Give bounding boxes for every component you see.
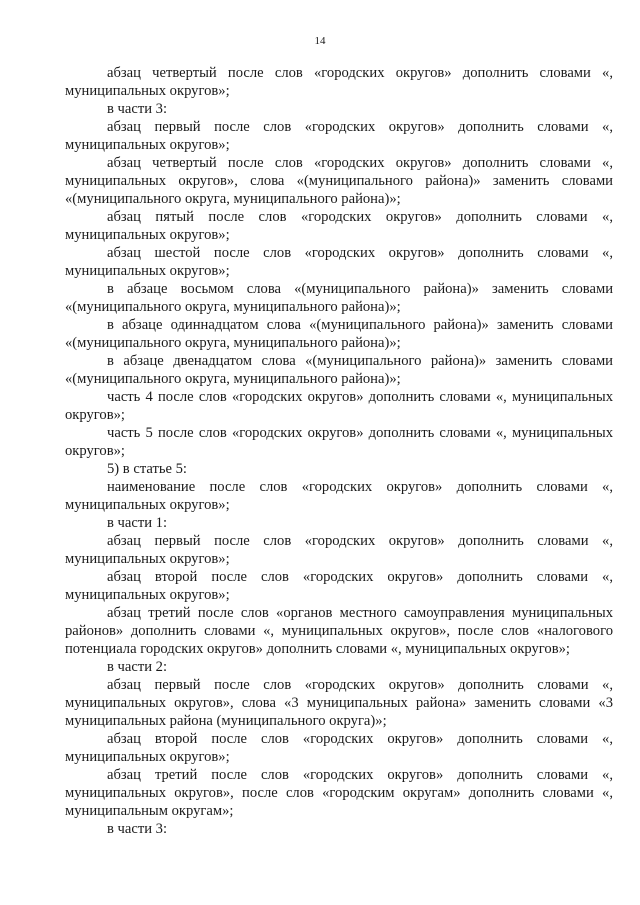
paragraph: в части 2:: [107, 659, 168, 675]
page-number: 14: [314, 35, 326, 47]
document-body: [65, 64, 613, 838]
paragraph: абзац третий после слов «органов местного самоуправления муниципальных районов» дополнить словами «, муниципальных округов», после слов «налогового потенциала городских округов» дополнить словами «, муниципальных округов»;: [65, 605, 613, 657]
paragraph: в абзаце двенадцатом слова «(муниципального района)» заменить словами «(муниципального округа, муниципального района)»;: [65, 353, 613, 387]
paragraph: абзац второй после слов «городских округов» дополнить словами «, муниципальных округов»;: [65, 731, 613, 765]
paragraph: в части 3:: [107, 821, 168, 837]
paragraph: в абзаце одиннадцатом слова «(муниципального района)» заменить словами «(муниципального округа, муниципального района)»;: [65, 317, 613, 351]
paragraph: абзац второй после слов «городских округов» дополнить словами «, муниципальных округов»;: [65, 569, 613, 603]
paragraph: абзац третий после слов «городских округов» дополнить словами «, муниципальных округов», после слов «городским округам» дополнить словами «, муниципальным округам»;: [65, 767, 613, 819]
paragraph: в абзаце восьмом слова «(муниципального района)» заменить словами «(муниципального округа, муниципального района)»;: [65, 281, 613, 315]
paragraph: абзац четвертый после слов «городских округов» дополнить словами «, муниципальных округов»;: [65, 65, 613, 99]
paragraph: абзац первый после слов «городских округов» дополнить словами «, муниципальных округов»;: [65, 119, 613, 153]
paragraph: абзац четвертый после слов «городских округов» дополнить словами «, муниципальных округов», слова «(муниципального района)» заменить словами «(муниципального округа, муниципального района)»;: [65, 155, 613, 207]
paragraph: абзац пятый после слов «городских округов» дополнить словами «, муниципальных округов»;: [65, 209, 613, 243]
paragraph: часть 4 после слов «городских округов» дополнить словами «, муниципальных округов»;: [65, 389, 613, 423]
paragraph: абзац первый после слов «городских округов» дополнить словами «, муниципальных округов», слова «3 муниципальных района» заменить словами «3 муниципальных района (муниципального округа)»;: [65, 677, 613, 729]
paragraph: 5) в статье 5:: [107, 461, 187, 477]
paragraph: в части 1:: [107, 515, 168, 531]
paragraph: наименование после слов «городских округов» дополнить словами «, муниципальных округов»;: [65, 479, 613, 513]
paragraph: абзац первый после слов «городских округов» дополнить словами «, муниципальных округов»;: [65, 533, 613, 567]
paragraph: абзац шестой после слов «городских округов» дополнить словами «, муниципальных округов»;: [65, 245, 613, 279]
paragraph: часть 5 после слов «городских округов» дополнить словами «, муниципальных округов»;: [65, 425, 613, 459]
paragraph: в части 3:: [107, 101, 168, 117]
